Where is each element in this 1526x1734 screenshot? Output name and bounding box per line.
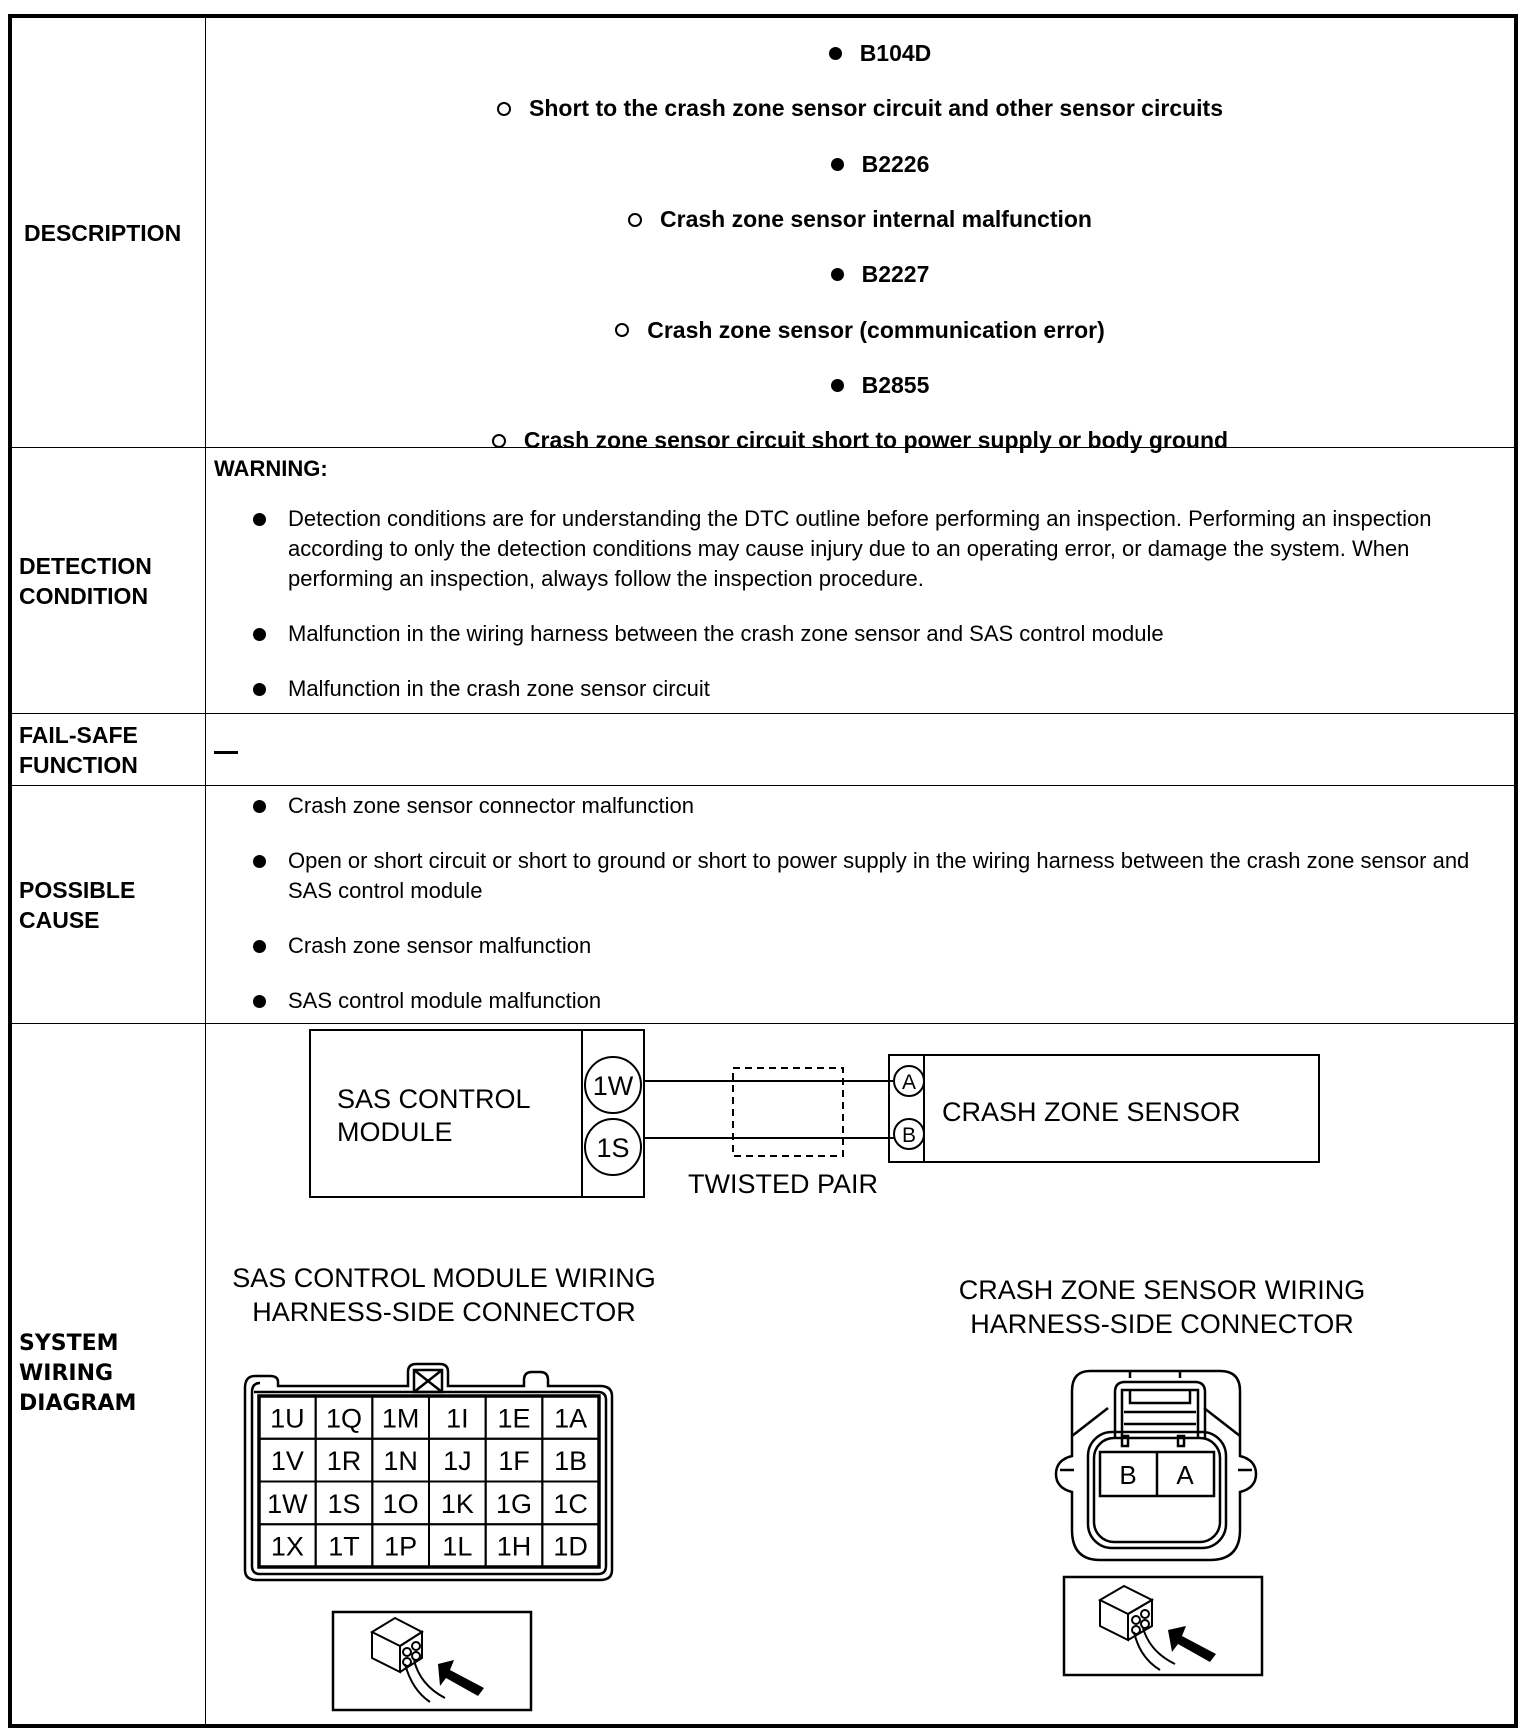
- bullet-icon: [253, 683, 266, 696]
- open-bullet-icon: [628, 213, 642, 227]
- filled-bullet-icon: [831, 268, 844, 281]
- crash-connector-title-1: CRASH ZONE SENSOR WIRING: [958, 1275, 1366, 1305]
- pin-label: 1F: [498, 1446, 530, 1477]
- pin-label: 1V: [270, 1446, 304, 1477]
- detection-list: [206, 504, 1474, 704]
- label-detection-condition: DETECTION CONDITION: [12, 448, 206, 713]
- list-item: Crash zone sensor connector malfunction: [206, 791, 1474, 821]
- crash-pin-a: A: [1176, 1460, 1194, 1490]
- sas-module-label-1: SAS CONTROL: [337, 1084, 531, 1114]
- sas-connector-pins: [259, 1396, 599, 1567]
- open-bullet-icon: [497, 102, 511, 116]
- crash-sensor-label: CRASH ZONE SENSOR: [942, 1097, 1241, 1127]
- dtc-code: B2226: [206, 137, 1514, 192]
- pin-label: 1O: [382, 1488, 419, 1519]
- pin-label: 1Q: [325, 1403, 363, 1434]
- dtc-code: B2855: [206, 358, 1514, 413]
- pin-label: 1R: [326, 1446, 362, 1477]
- filled-bullet-icon: [831, 379, 844, 392]
- bullet-icon: [253, 513, 266, 526]
- row-fail-safe: [12, 714, 1514, 786]
- dtc-detail: Crash zone sensor circuit short to power supply or body ground: [206, 413, 1514, 468]
- pin-label: 1M: [381, 1403, 420, 1434]
- pin-label: 1D: [553, 1531, 588, 1562]
- row-description: [12, 18, 1514, 454]
- row-detection-condition: [12, 448, 1514, 714]
- label-fail-safe: FAIL-SAFE FUNCTION: [12, 714, 206, 785]
- description-list: [206, 26, 1514, 468]
- list-item: Open or short circuit or short to ground or short to power supply in the wiring harness between the crash zone sensor and SAS control module: [206, 846, 1474, 906]
- pin-label: 1U: [270, 1403, 305, 1434]
- list-item: Malfunction in the crash zone sensor circuit: [206, 674, 1474, 704]
- label-description: DESCRIPTION: [12, 18, 206, 447]
- dtc-code: B104D: [206, 26, 1514, 81]
- connector-view-icon: [333, 1612, 531, 1710]
- wiring-diagram-content: [206, 1024, 1514, 1724]
- pin-label: 1N: [383, 1446, 418, 1477]
- list-item: Detection conditions are for understanding the DTC outline before performing an inspection. Performing an inspection according to only the detection conditions may cause injury due to an operating error, or damage the system. When performing an inspection, always follow the inspection procedure.: [206, 504, 1474, 594]
- open-bullet-icon: [492, 434, 506, 448]
- crash-connector-face: [1056, 1371, 1256, 1560]
- crash-pin-b: B: [1119, 1460, 1137, 1490]
- pin-label: 1A: [554, 1403, 588, 1434]
- pin-label: 1L: [442, 1531, 473, 1562]
- list-item: Crash zone sensor malfunction: [206, 931, 1474, 961]
- pin-label: 1C: [553, 1488, 588, 1519]
- detection-content: [206, 448, 1514, 713]
- pin-label: 1I: [446, 1403, 469, 1434]
- terminal-b-label: B: [901, 1124, 917, 1147]
- dtc-detail: Crash zone sensor (communication error): [206, 302, 1514, 357]
- possible-cause-list: [206, 791, 1474, 1016]
- warning-label: WARNING:: [214, 456, 328, 481]
- pin-label: 1K: [440, 1488, 474, 1519]
- dtc-detail: Short to the crash zone sensor circuit and other sensor circuits: [206, 81, 1514, 136]
- row-possible-cause: [12, 786, 1514, 1024]
- pin-label: 1W: [267, 1488, 308, 1519]
- wiring-diagram: [206, 1024, 1514, 1724]
- sas-connector-title-2: HARNESS-SIDE CONNECTOR: [252, 1297, 636, 1327]
- terminal-a-label: A: [901, 1071, 917, 1094]
- terminal-1s-label: 1S: [596, 1133, 630, 1163]
- pin-label: 1X: [270, 1531, 304, 1562]
- pin-label: 1P: [384, 1531, 418, 1562]
- possible-cause-content: [206, 786, 1514, 1023]
- bullet-icon: [253, 628, 266, 641]
- fail-safe-content: [206, 714, 1514, 785]
- label-possible-cause: POSSIBLE CAUSE: [12, 786, 206, 1023]
- description-content: [206, 18, 1514, 454]
- bullet-icon: [253, 940, 266, 953]
- row-system-wiring-diagram: [12, 1024, 1514, 1724]
- pin-label: 1E: [497, 1403, 531, 1434]
- list-item: Malfunction in the wiring harness between the crash zone sensor and SAS control module: [206, 619, 1474, 649]
- dtc-code: B2227: [206, 247, 1514, 302]
- filled-bullet-icon: [831, 158, 844, 171]
- pin-label: 1J: [443, 1446, 472, 1477]
- dtc-table: [8, 14, 1518, 1728]
- pin-label: 1G: [495, 1488, 533, 1519]
- sas-module-label-2: MODULE: [337, 1117, 453, 1147]
- sas-connector-title-1: SAS CONTROL MODULE WIRING: [232, 1263, 656, 1293]
- open-bullet-icon: [615, 323, 629, 337]
- fail-safe-value-dash: [214, 751, 238, 754]
- pin-label: 1T: [328, 1531, 360, 1562]
- bullet-icon: [253, 800, 266, 813]
- label-system-wiring-diagram: SYSTEM WIRING DIAGRAM: [12, 1024, 206, 1724]
- bullet-icon: [253, 995, 266, 1008]
- terminal-1w-label: 1W: [592, 1071, 634, 1101]
- pin-label: 1H: [496, 1531, 532, 1562]
- pin-label: 1S: [327, 1488, 361, 1519]
- connector-view-icon: [1064, 1577, 1262, 1675]
- list-item: SAS control module malfunction: [206, 986, 1474, 1016]
- crash-connector-title-2: HARNESS-SIDE CONNECTOR: [970, 1309, 1354, 1339]
- bullet-icon: [253, 855, 266, 868]
- filled-bullet-icon: [829, 47, 842, 60]
- twisted-pair-label: TWISTED PAIR: [687, 1169, 879, 1199]
- pin-label: 1B: [554, 1446, 588, 1477]
- dtc-detail: Crash zone sensor internal malfunction: [206, 192, 1514, 247]
